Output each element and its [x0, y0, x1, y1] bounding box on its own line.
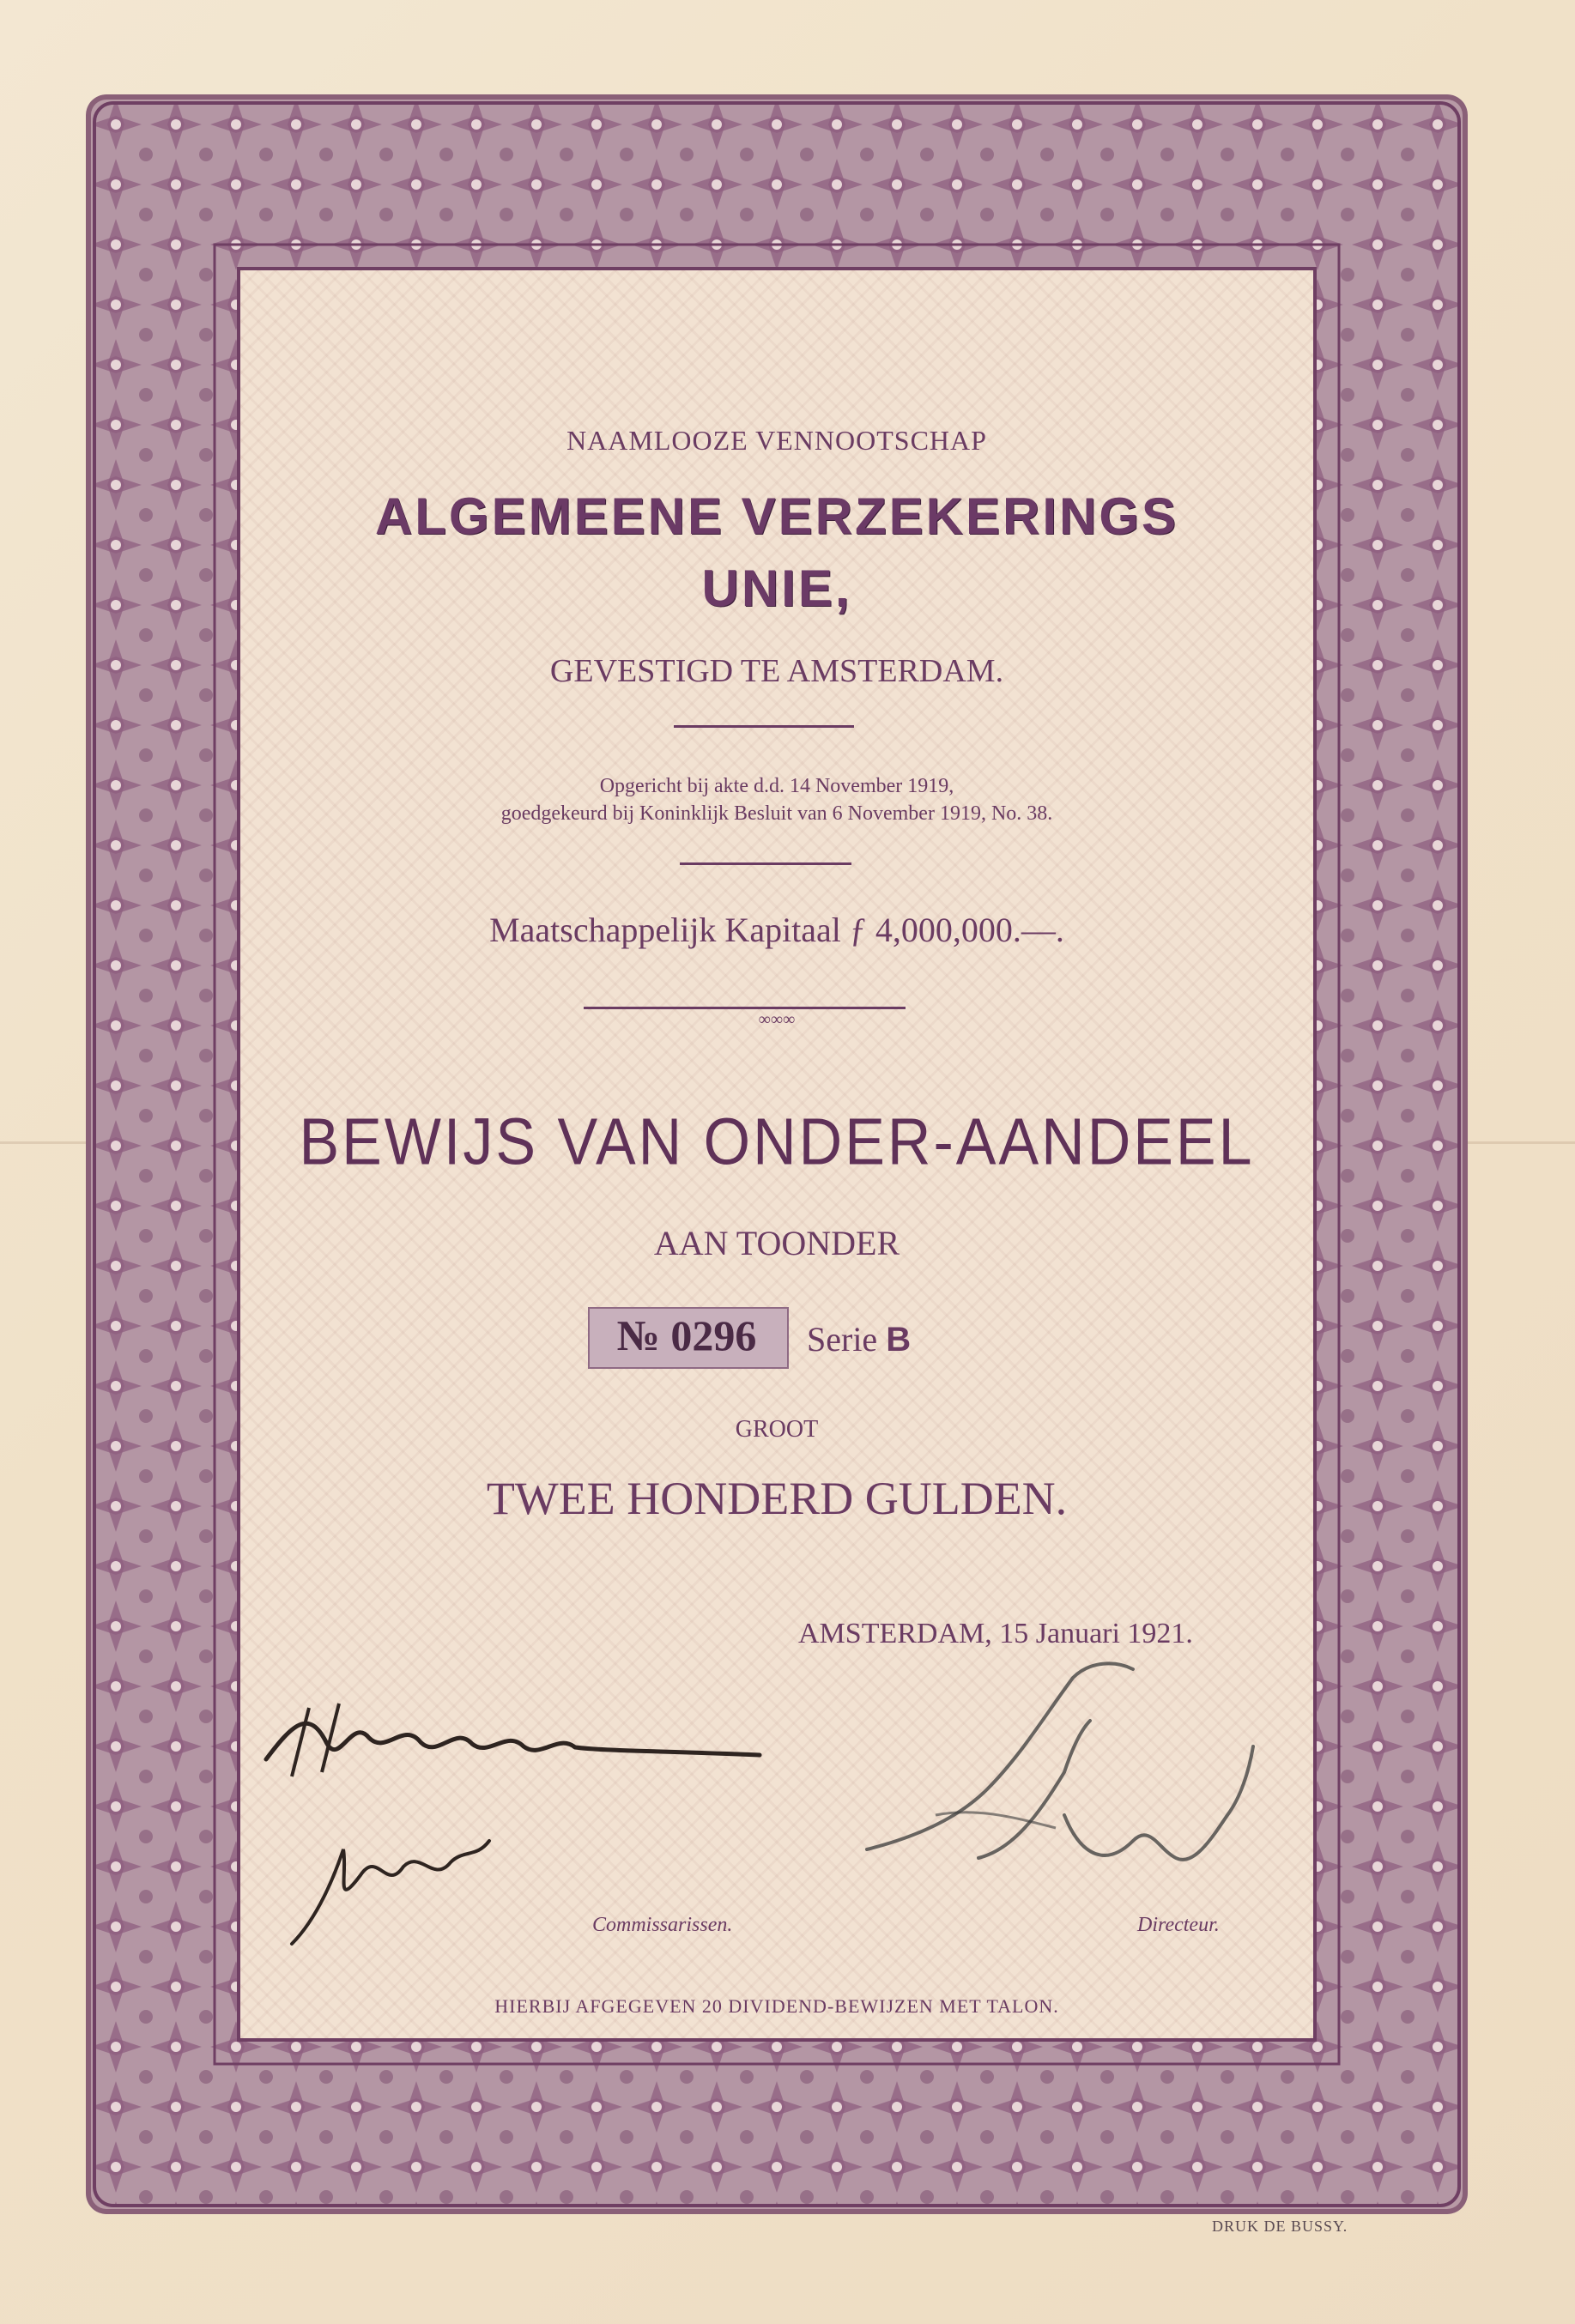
share-capital: Maatschappelijk Kapitaal ƒ 4,000,000.—.: [489, 911, 1064, 949]
divider: [674, 725, 854, 728]
divider: [584, 1007, 906, 1009]
certificate-number: № 0296: [616, 1311, 757, 1359]
serie-label: Serie: [807, 1320, 878, 1359]
scroll-ornament-icon: ∞∞∞: [758, 1010, 796, 1029]
place-date: AMSTERDAM, 15 Januari 1921.: [798, 1618, 1193, 1649]
company-type: NAAMLOOZE VENNOOTSCHAP: [566, 425, 987, 456]
groot-label: GROOT: [735, 1416, 819, 1443]
divider: [680, 862, 851, 865]
certificate-subtitle: AAN TOONDER: [653, 1224, 900, 1262]
dividend-note: HIERBIJ AFGEGEVEN 20 DIVIDEND-BEWIJZEN MET TALON.: [494, 1995, 1059, 2017]
certificate-title: BEWIJS VAN ONDER-AANDEEL: [299, 1105, 1255, 1178]
founding-line1: Opgericht bij akte d.d. 14 November 1919,: [599, 775, 954, 797]
founding-line2: goedgekeurd bij Koninklijk Besluit van 6 November 1919, No. 38.: [500, 802, 1053, 825]
company-seat: GEVESTIGD TE AMSTERDAM.: [549, 653, 1004, 689]
serie: [807, 1319, 911, 1359]
company-name-line2: UNIE,: [701, 560, 852, 617]
director-label: Directeur.: [1137, 1914, 1220, 1936]
amount: TWEE HONDERD GULDEN.: [486, 1473, 1068, 1524]
serie-value: B: [886, 1321, 912, 1359]
commissioner-signature-1: [257, 1691, 772, 1794]
commissioners-label: Commissarissen.: [592, 1914, 733, 1936]
commissioner-signature-2: [283, 1824, 506, 1952]
company-name-line1: ALGEMEENE VERZEKERINGS: [374, 487, 1179, 545]
director-signature: [850, 1643, 1262, 1918]
printer-imprint: DRUK DE BUSSY.: [1212, 2218, 1348, 2235]
